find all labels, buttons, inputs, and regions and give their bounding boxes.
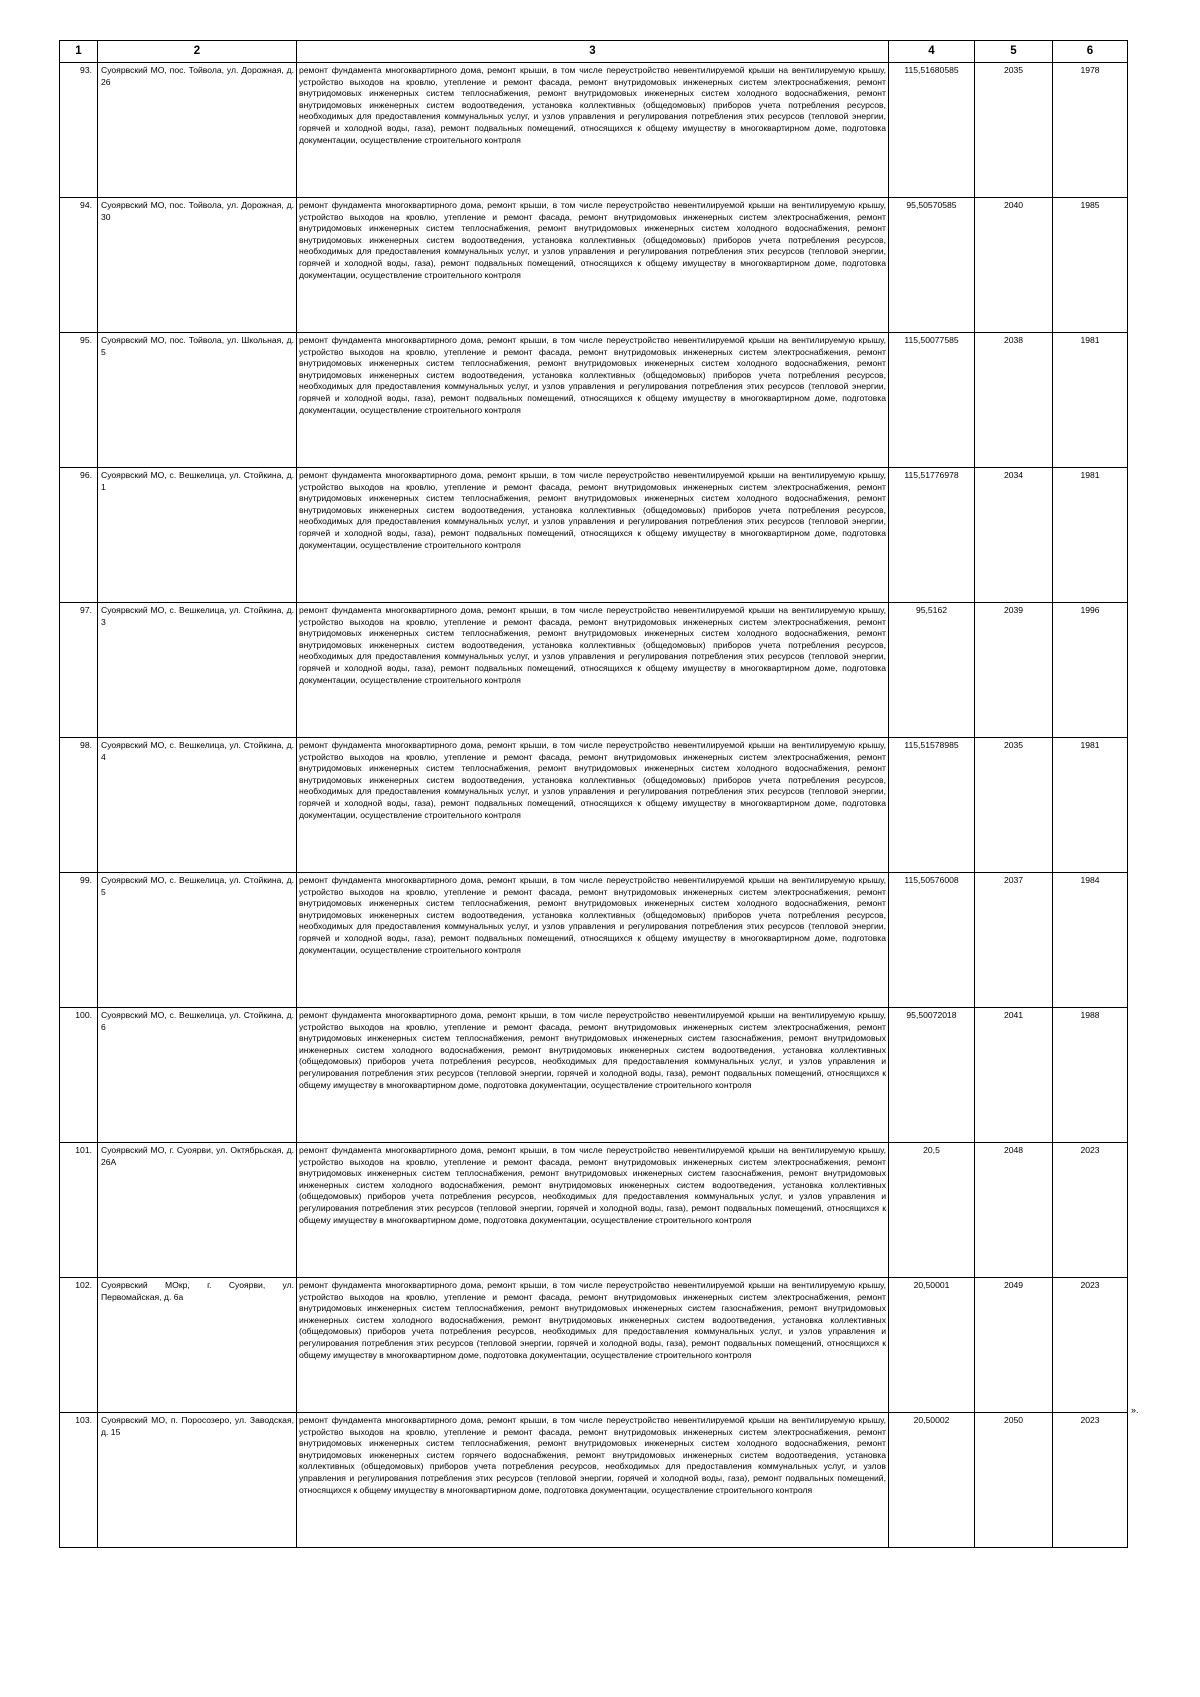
row-number: 95. (60, 333, 98, 468)
row-address: Суоярвский МО, с. Вешкелица, ул. Стойкина, д. 6 (98, 1008, 297, 1143)
row-works: ремонт фундамента многоквартирного дома, ремонт крыши, в том числе переустройство невентилируемой крыши на вентилируемую крышу, устройство выходов на кровлю, утепление и ремонт фасада, ремонт внутридомовых инженерных систем электроснабжения, ремонт внутридомовых инженерных систем теплоснабжения, ремонт внутридомовых инженерных систем холодного водоснабжения, ремонт внутридомовых инженерных систем водоотведения, установка коллективных (общедомовых) приборов учета потребления ресурсов, необходимых для предоставления коммунальных услуг, и узлов управления и регулирования потребления этих ресурсов (тепловой энергии, горячей и холодной воды, газа), ремонт подвальных помещений, относящихся к общему имуществу в многоквартирном доме, подготовка документации, осуществление строительного контроля (297, 873, 889, 1008)
table-row (60, 1278, 1128, 1413)
row-cost: 20,5 (889, 1143, 975, 1278)
row-built-year: 2023 (1053, 1143, 1128, 1278)
row-built-year: 2023 (1053, 1413, 1128, 1548)
row-planned-year: 2039 (975, 603, 1053, 738)
table-row (60, 1413, 1128, 1548)
row-planned-year: 2041 (975, 1008, 1053, 1143)
header-row (60, 41, 1128, 63)
row-number: 100. (60, 1008, 98, 1143)
row-planned-year: 2050 (975, 1413, 1053, 1548)
row-planned-year: 2038 (975, 333, 1053, 468)
row-planned-year: 2049 (975, 1278, 1053, 1413)
row-works: ремонт фундамента многоквартирного дома, ремонт крыши, в том числе переустройство невентилируемой крыши на вентилируемую крышу, устройство выходов на кровлю, утепление и ремонт фасада, ремонт внутридомовых инженерных систем электроснабжения, ремонт внутридомовых инженерных систем теплоснабжения, ремонт внутридомовых инженерных систем холодного водоснабжения, ремонт внутридомовых инженерных систем водоотведения, установка коллективных (общедомовых) приборов учета потребления ресурсов, необходимых для предоставления коммунальных услуг, и узлов управления и регулирования потребления этих ресурсов (тепловой энергии, горячей и холодной воды, газа), ремонт подвальных помещений, относящихся к общему имуществу в многоквартирном доме, подготовка документации, осуществление строительного контроля (297, 603, 889, 738)
row-number: 97. (60, 603, 98, 738)
register-table (59, 40, 1128, 1548)
row-number: 94. (60, 198, 98, 333)
row-built-year: 1978 (1053, 63, 1128, 198)
row-planned-year: 2040 (975, 198, 1053, 333)
row-built-year: 1996 (1053, 603, 1128, 738)
row-cost: 20,50001 (889, 1278, 975, 1413)
row-cost: 115,51578985 (889, 738, 975, 873)
row-planned-year: 2035 (975, 738, 1053, 873)
row-number: 93. (60, 63, 98, 198)
table-row (60, 873, 1128, 1008)
row-address: Суоярвский МО, с. Вешкелица, ул. Стойкина, д. 3 (98, 603, 297, 738)
header-col-5: 5 (975, 41, 1053, 63)
table-row (60, 603, 1128, 738)
row-built-year: 1985 (1053, 198, 1128, 333)
table-row (60, 468, 1128, 603)
row-number: 99. (60, 873, 98, 1008)
row-built-year: 1981 (1053, 333, 1128, 468)
row-address: Суоярвский МОкр, г. Суоярви, ул. Первомайская, д. 6а (98, 1278, 297, 1413)
header-col-4: 4 (889, 41, 975, 63)
row-works: ремонт фундамента многоквартирного дома, ремонт крыши, в том числе переустройство невентилируемой крыши на вентилируемую крышу, устройство выходов на кровлю, утепление и ремонт фасада, ремонт внутридомовых инженерных систем электроснабжения, ремонт внутридомовых инженерных систем теплоснабжения, ремонт внутридомовых инженерных систем холодного водоснабжения, ремонт внутридомовых инженерных систем водоотведения, установка коллективных (общедомовых) приборов учета потребления ресурсов, необходимых для предоставления коммунальных услуг, и узлов управления и регулирования потребления этих ресурсов (тепловой энергии, горячей и холодной воды, газа), ремонт подвальных помещений, относящихся к общему имуществу в многоквартирном доме, подготовка документации, осуществление строительного контроля (297, 63, 889, 198)
row-built-year: 2023 (1053, 1278, 1128, 1413)
row-planned-year: 2035 (975, 63, 1053, 198)
row-works: ремонт фундамента многоквартирного дома, ремонт крыши, в том числе переустройство невентилируемой крыши на вентилируемую крышу, устройство выходов на кровлю, утепление и ремонт фасада, ремонт внутридомовых инженерных систем электроснабжения, ремонт внутридомовых инженерных систем теплоснабжения, ремонт внутридомовых инженерных систем холодного водоснабжения, ремонт внутридомовых инженерных систем водоотведения, установка коллективных (общедомовых) приборов учета потребления ресурсов, необходимых для предоставления коммунальных услуг, и узлов управления и регулирования потребления этих ресурсов (тепловой энергии, горячей и холодной воды, газа), ремонт подвальных помещений, относящихся к общему имуществу в многоквартирном доме, подготовка документации, осуществление строительного контроля (297, 333, 889, 468)
row-works: ремонт фундамента многоквартирного дома, ремонт крыши, в том числе переустройство невентилируемой крыши на вентилируемую крышу, устройство выходов на кровлю, утепление и ремонт фасада, ремонт внутридомовых инженерных систем электроснабжения, ремонт внутридомовых инженерных систем теплоснабжения, ремонт внутридомовых инженерных систем газоснабжения, ремонт внутридомовых инженерных систем холодного водоснабжения, ремонт внутридомовых инженерных систем водоотведения, установка коллективных (общедомовых) приборов учета потребления ресурсов, необходимых для предоставления коммунальных услуг, и узлов управления и регулирования потребления этих ресурсов (тепловой энергии, горячей и холодной воды, газа), ремонт подвальных помещений, относящихся к общему имуществу в многоквартирном доме, подготовка документации, осуществление строительного контроля (297, 1143, 889, 1278)
table-row (60, 333, 1128, 468)
table-row (60, 1143, 1128, 1278)
header-col-6: 6 (1053, 41, 1128, 63)
row-cost: 115,51680585 (889, 63, 975, 198)
row-number: 103. (60, 1413, 98, 1548)
row-number: 102. (60, 1278, 98, 1413)
row-works: ремонт фундамента многоквартирного дома, ремонт крыши, в том числе переустройство невентилируемой крыши на вентилируемую крышу, устройство выходов на кровлю, утепление и ремонт фасада, ремонт внутридомовых инженерных систем электроснабжения, ремонт внутридомовых инженерных систем теплоснабжения, ремонт внутридомовых инженерных систем холодного водоснабжения, ремонт внутридомовых инженерных систем водоотведения, установка коллективных (общедомовых) приборов учета потребления ресурсов, необходимых для предоставления коммунальных услуг, и узлов управления и регулирования потребления этих ресурсов (тепловой энергии, горячей и холодной воды, газа), ремонт подвальных помещений, относящихся к общему имуществу в многоквартирном доме, подготовка документации, осуществление строительного контроля (297, 198, 889, 333)
row-cost: 95,50072018 (889, 1008, 975, 1143)
row-cost: 20,50002 (889, 1413, 975, 1548)
row-number: 101. (60, 1143, 98, 1278)
row-planned-year: 2034 (975, 468, 1053, 603)
header-col-2: 2 (98, 41, 297, 63)
row-address: Суоярвский МО, с. Вешкелица, ул. Стойкина, д. 1 (98, 468, 297, 603)
row-number: 98. (60, 738, 98, 873)
table-row (60, 198, 1128, 333)
row-built-year: 1988 (1053, 1008, 1128, 1143)
row-number: 96. (60, 468, 98, 603)
row-built-year: 1984 (1053, 873, 1128, 1008)
row-cost: 95,50570585 (889, 198, 975, 333)
row-works: ремонт фундамента многоквартирного дома, ремонт крыши, в том числе переустройство невентилируемой крыши на вентилируемую крышу, устройство выходов на кровлю, утепление и ремонт фасада, ремонт внутридомовых инженерных систем электроснабжения, ремонт внутридомовых инженерных систем теплоснабжения, ремонт внутридомовых инженерных систем холодного водоснабжения, ремонт внутридомовых инженерных систем водоотведения, установка коллективных (общедомовых) приборов учета потребления ресурсов, необходимых для предоставления коммунальных услуг, и узлов управления и регулирования потребления этих ресурсов (тепловой энергии, горячей и холодной воды, газа), ремонт подвальных помещений, относящихся к общему имуществу в многоквартирном доме, подготовка документации, осуществление строительного контроля (297, 468, 889, 603)
row-works: ремонт фундамента многоквартирного дома, ремонт крыши, в том числе переустройство невентилируемой крыши на вентилируемую крышу, устройство выходов на кровлю, утепление и ремонт фасада, ремонт внутридомовых инженерных систем электроснабжения, ремонт внутридомовых инженерных систем теплоснабжения, ремонт внутридомовых инженерных систем холодного водоснабжения, ремонт внутридомовых инженерных систем водоотведения, установка коллективных (общедомовых) приборов учета потребления ресурсов, необходимых для предоставления коммунальных услуг, и узлов управления и регулирования потребления этих ресурсов (тепловой энергии, горячей и холодной воды, газа), ремонт подвальных помещений, относящихся к общему имуществу в многоквартирном доме, подготовка документации, осуществление строительного контроля (297, 738, 889, 873)
row-works: ремонт фундамента многоквартирного дома, ремонт крыши, в том числе переустройство невентилируемой крыши на вентилируемую крышу, устройство выходов на кровлю, утепление и ремонт фасада, ремонт внутридомовых инженерных систем электроснабжения, ремонт внутридомовых инженерных систем теплоснабжения, ремонт внутридомовых инженерных систем газоснабжения, ремонт внутридомовых инженерных систем холодного водоснабжения, ремонт внутридомовых инженерных систем водоотведения, установка коллективных (общедомовых) приборов учета потребления ресурсов, необходимых для предоставления коммунальных услуг, и узлов управления и регулирования потребления этих ресурсов (тепловой энергии, горячей и холодной воды, газа), ремонт подвальных помещений, относящихся к общему имуществу в многоквартирном доме, подготовка документации, осуществление строительного контроля (297, 1278, 889, 1413)
row-works: ремонт фундамента многоквартирного дома, ремонт крыши, в том числе переустройство невентилируемой крыши на вентилируемую крышу, устройство выходов на кровлю, утепление и ремонт фасада, ремонт внутридомовых инженерных систем электроснабжения, ремонт внутридомовых инженерных систем теплоснабжения, ремонт внутридомовых инженерных систем газоснабжения, ремонт внутридомовых инженерных систем холодного водоснабжения, ремонт внутридомовых инженерных систем водоотведения, установка коллективных (общедомовых) приборов учета потребления ресурсов, необходимых для предоставления коммунальных услуг, и узлов управления и регулирования потребления этих ресурсов (тепловой энергии, горячей и холодной воды, газа), ремонт подвальных помещений, относящихся к общему имуществу в многоквартирном доме, подготовка документации, осуществление строительного контроля (297, 1008, 889, 1143)
row-address: Суоярвский МО, пос. Тойвола, ул. Дорожная, д. 30 (98, 198, 297, 333)
header-col-1: 1 (60, 41, 98, 63)
row-cost: 115,50077585 (889, 333, 975, 468)
table-row (60, 1008, 1128, 1143)
row-works: ремонт фундамента многоквартирного дома, ремонт крыши, в том числе переустройство невентилируемой крыши на вентилируемую крышу, устройство выходов на кровлю, утепление и ремонт фасада, ремонт внутридомовых инженерных систем электроснабжения, ремонт внутридомовых инженерных систем теплоснабжения, ремонт внутридомовых инженерных систем холодного водоснабжения, ремонт внутридомовых инженерных систем горячего водоснабжения, ремонт внутридомовых инженерных систем водоотведения, установка коллективных (общедомовых) приборов учета потребления ресурсов, необходимых для предоставления коммунальных услуг, и узлов управления и регулирования потребления этих ресурсов (тепловой энергии, горячей и холодной воды, газа), ремонт подвальных помещений, относящихся к общему имуществу в многоквартирном доме, подготовка документации, осуществление строительного контроля (297, 1413, 889, 1548)
row-built-year: 1981 (1053, 738, 1128, 873)
row-address: Суоярвский МО, с. Вешкелица, ул. Стойкина, д. 4 (98, 738, 297, 873)
row-address: Суоярвский МО, с. Вешкелица, ул. Стойкина, д. 5 (98, 873, 297, 1008)
row-planned-year: 2037 (975, 873, 1053, 1008)
row-cost: 115,50576008 (889, 873, 975, 1008)
row-address: Суоярвский МО, п. Поросозеро, ул. Заводская, д. 15 (98, 1413, 297, 1548)
row-address: Суоярвский МО, пос. Тойвола, ул. Школьная, д. 5 (98, 333, 297, 468)
row-cost: 115,51776978 (889, 468, 975, 603)
row-address: Суоярвский МО, пос. Тойвола, ул. Дорожная, д. 26 (98, 63, 297, 198)
table-row (60, 738, 1128, 873)
closing-quote-mark: ». (1131, 1405, 1139, 1415)
row-built-year: 1981 (1053, 468, 1128, 603)
header-col-3: 3 (297, 41, 889, 63)
table-row (60, 63, 1128, 198)
row-cost: 95,5162 (889, 603, 975, 738)
row-planned-year: 2048 (975, 1143, 1053, 1278)
row-address: Суоярвский МО, г. Суоярви, ул. Октябрьская, д. 26А (98, 1143, 297, 1278)
